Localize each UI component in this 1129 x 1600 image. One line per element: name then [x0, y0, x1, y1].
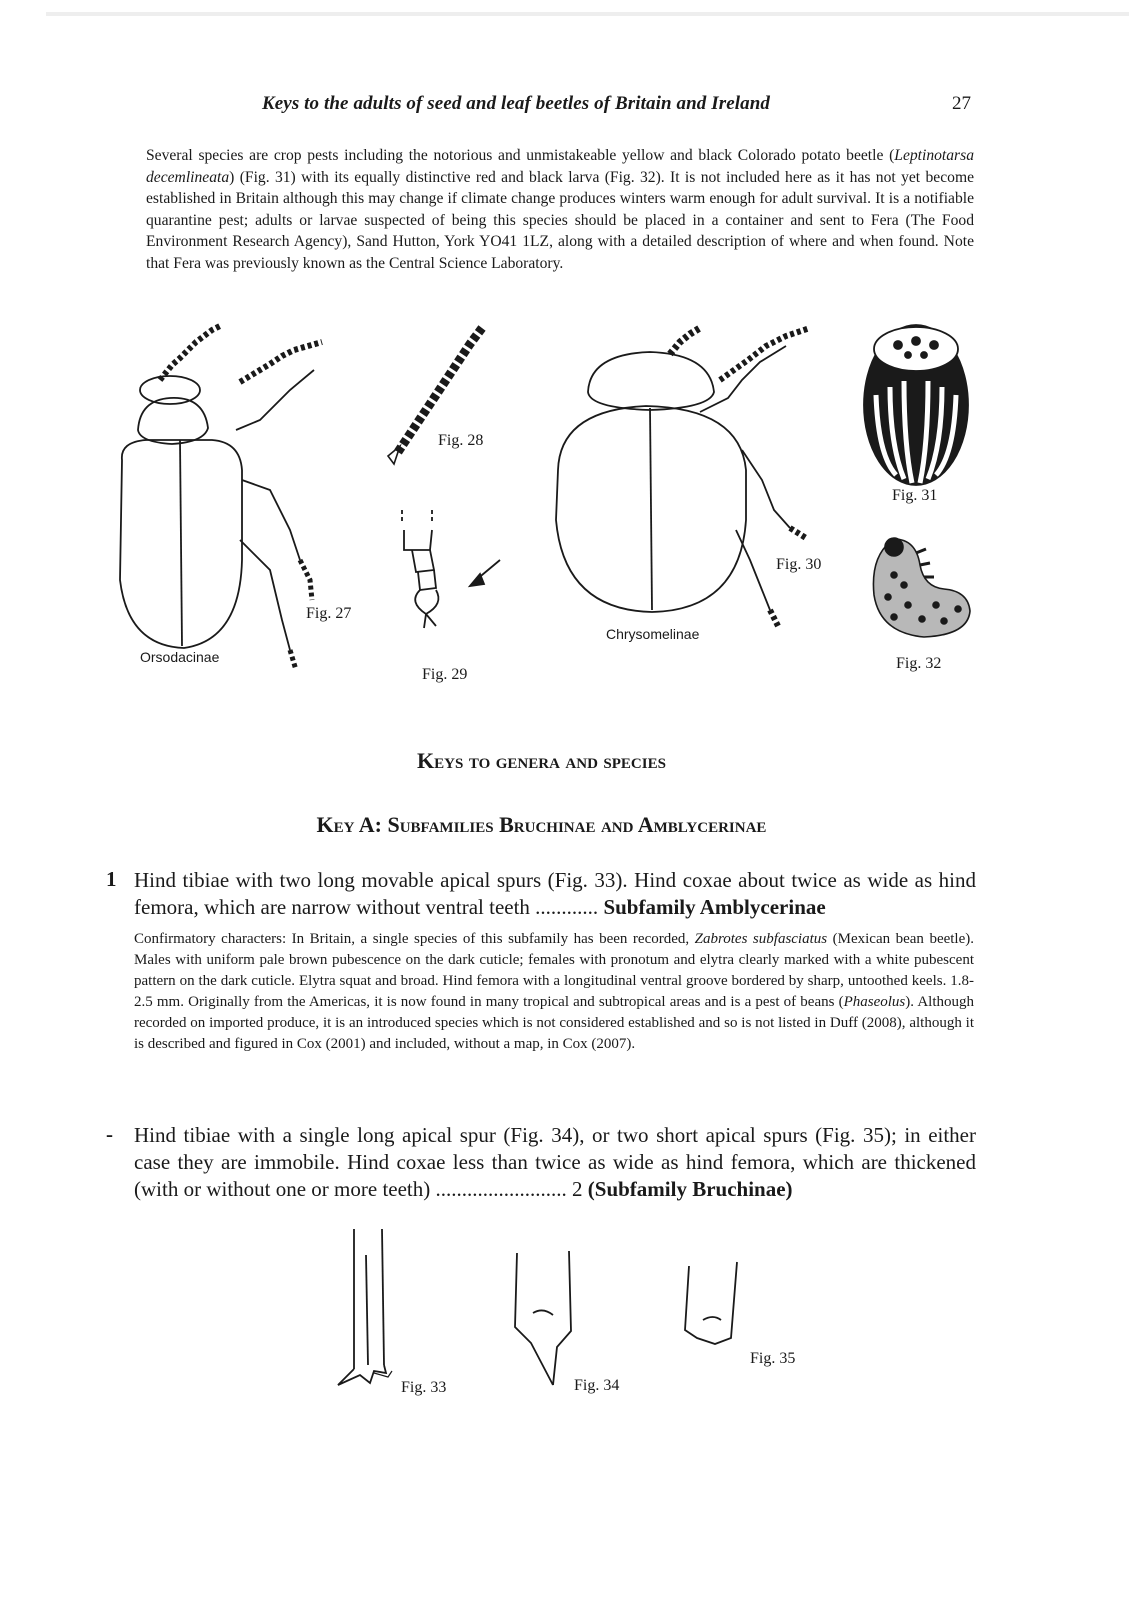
orsodacinae-label: Orsodacinae — [140, 649, 220, 665]
top-divider — [46, 12, 1129, 16]
fig-29-label: Fig. 29 — [422, 666, 468, 683]
couplet-1b-result: (Subfamily Bruchinae) — [587, 1177, 793, 1201]
couplet-1b-text: Hind tibiae with a single long apical spur (Fig. 34), or two short apical spurs (Fig. 35); in either case they are immobile. Hind coxae less than twice as wide as hind femora, which are thickened (with or without one or more teeth) ......................... 2 — [134, 1123, 976, 1201]
fig-34-label: Fig. 34 — [574, 1377, 620, 1394]
orsodacinae-beetle-figure — [100, 320, 360, 680]
fig-27-label: Fig. 27 — [306, 605, 352, 622]
confirm-text-1: Confirmatory characters: In Britain, a single species of this subfamily has been recorded, — [134, 931, 695, 947]
confirm-text-3: ). Although recorded on imported produce, it is an introduced species which is not considered established and so is not listed in Duff (2008), although it is described and figured in Cox (2001) and included, without a map, in Cox (2007). — [134, 994, 974, 1052]
confirm-text-2: (Mexican bean beetle). Males with uniform pale brown pubescence on the dark cuticle; females with pronotum and elytra clearly marked with a white pubescent pattern on the dark cuticle. Elytra squat and broad. Hind femora with a longitudinal ventral groove bordered by sharp, untoothed keels. 1.8-2.5 mm. Originally from the Americas, it is now found in many tropical and subtropical areas and is a pest of beans ( — [134, 931, 975, 1010]
antenna-figure — [380, 320, 510, 470]
key-a-title: Key A: Subfamilies Bruchinae and Amblycerinae — [316, 812, 767, 837]
fig-31-label: Fig. 31 — [892, 487, 938, 504]
intro-text-1: Several species are crop pests including the notorious and unmistakeable yellow and black Colorado potato beetle ( — [146, 147, 895, 164]
intro-paragraph — [146, 145, 974, 275]
colorado-beetle-figure — [856, 315, 976, 515]
tibia-single-spur-figure — [505, 1245, 645, 1405]
fig-32-label: Fig. 32 — [896, 655, 942, 672]
fig-28-label: Fig. 28 — [438, 432, 484, 449]
colorado-larva-figure — [864, 525, 984, 685]
tarsus-detail-figure — [390, 510, 530, 690]
intro-species-name: Leptinotarsa decemlineata — [146, 147, 974, 186]
tibia-short-spurs-figure — [675, 1258, 815, 1388]
chrysomelinae-beetle-figure — [550, 320, 850, 650]
couplet-1-result: Subfamily Amblycerinae — [603, 895, 826, 919]
couplet-1-text: Hind tibiae with two long movable apical spurs (Fig. 33). Hind coxae about twice as wide as hind femora, which are narrow without ventral teeth ............ — [134, 868, 976, 919]
keys-section-title: Keys to genera and species — [417, 748, 666, 773]
intro-text-2: ) (Fig. 31) with its equally distinctive red and black larva (Fig. 32). It is not included here as it has not yet become established in Britain although this may change if climate change produces winters warm enough for adult survival. It is a notifiable quarantine pest; adults or larvae suspected of being this species should be placed in a container and sent to Fera (The Food Environment Research Agency), Sand Hutton, York YO41 1LZ, along with a detailed description of where and when found. Note that Fera was previously known as the Central Science Laboratory. — [146, 168, 974, 272]
fig-35-label: Fig. 35 — [750, 1350, 796, 1367]
confirmatory-characters — [134, 929, 974, 1055]
figure-plate-27-32 — [100, 300, 1000, 720]
couplet-number: 1 — [106, 867, 117, 891]
couplet-1 — [106, 867, 976, 921]
couplet-1-alternative — [106, 1122, 976, 1203]
fig-33-label: Fig. 33 — [401, 1379, 447, 1396]
running-title: Keys to the adults of seed and leaf beetles of Britain and Ireland — [262, 93, 770, 114]
confirm-species-name: Zabrotes subfasciatus — [694, 931, 828, 947]
page-number: 27 — [952, 93, 971, 114]
confirm-genus-name: Phaseolus — [843, 994, 906, 1010]
fig-30-label: Fig. 30 — [776, 556, 822, 573]
couplet-dash: - — [106, 1122, 113, 1146]
chrysomelinae-label: Chrysomelinae — [606, 626, 700, 642]
tibia-two-spurs-figure — [330, 1225, 470, 1405]
